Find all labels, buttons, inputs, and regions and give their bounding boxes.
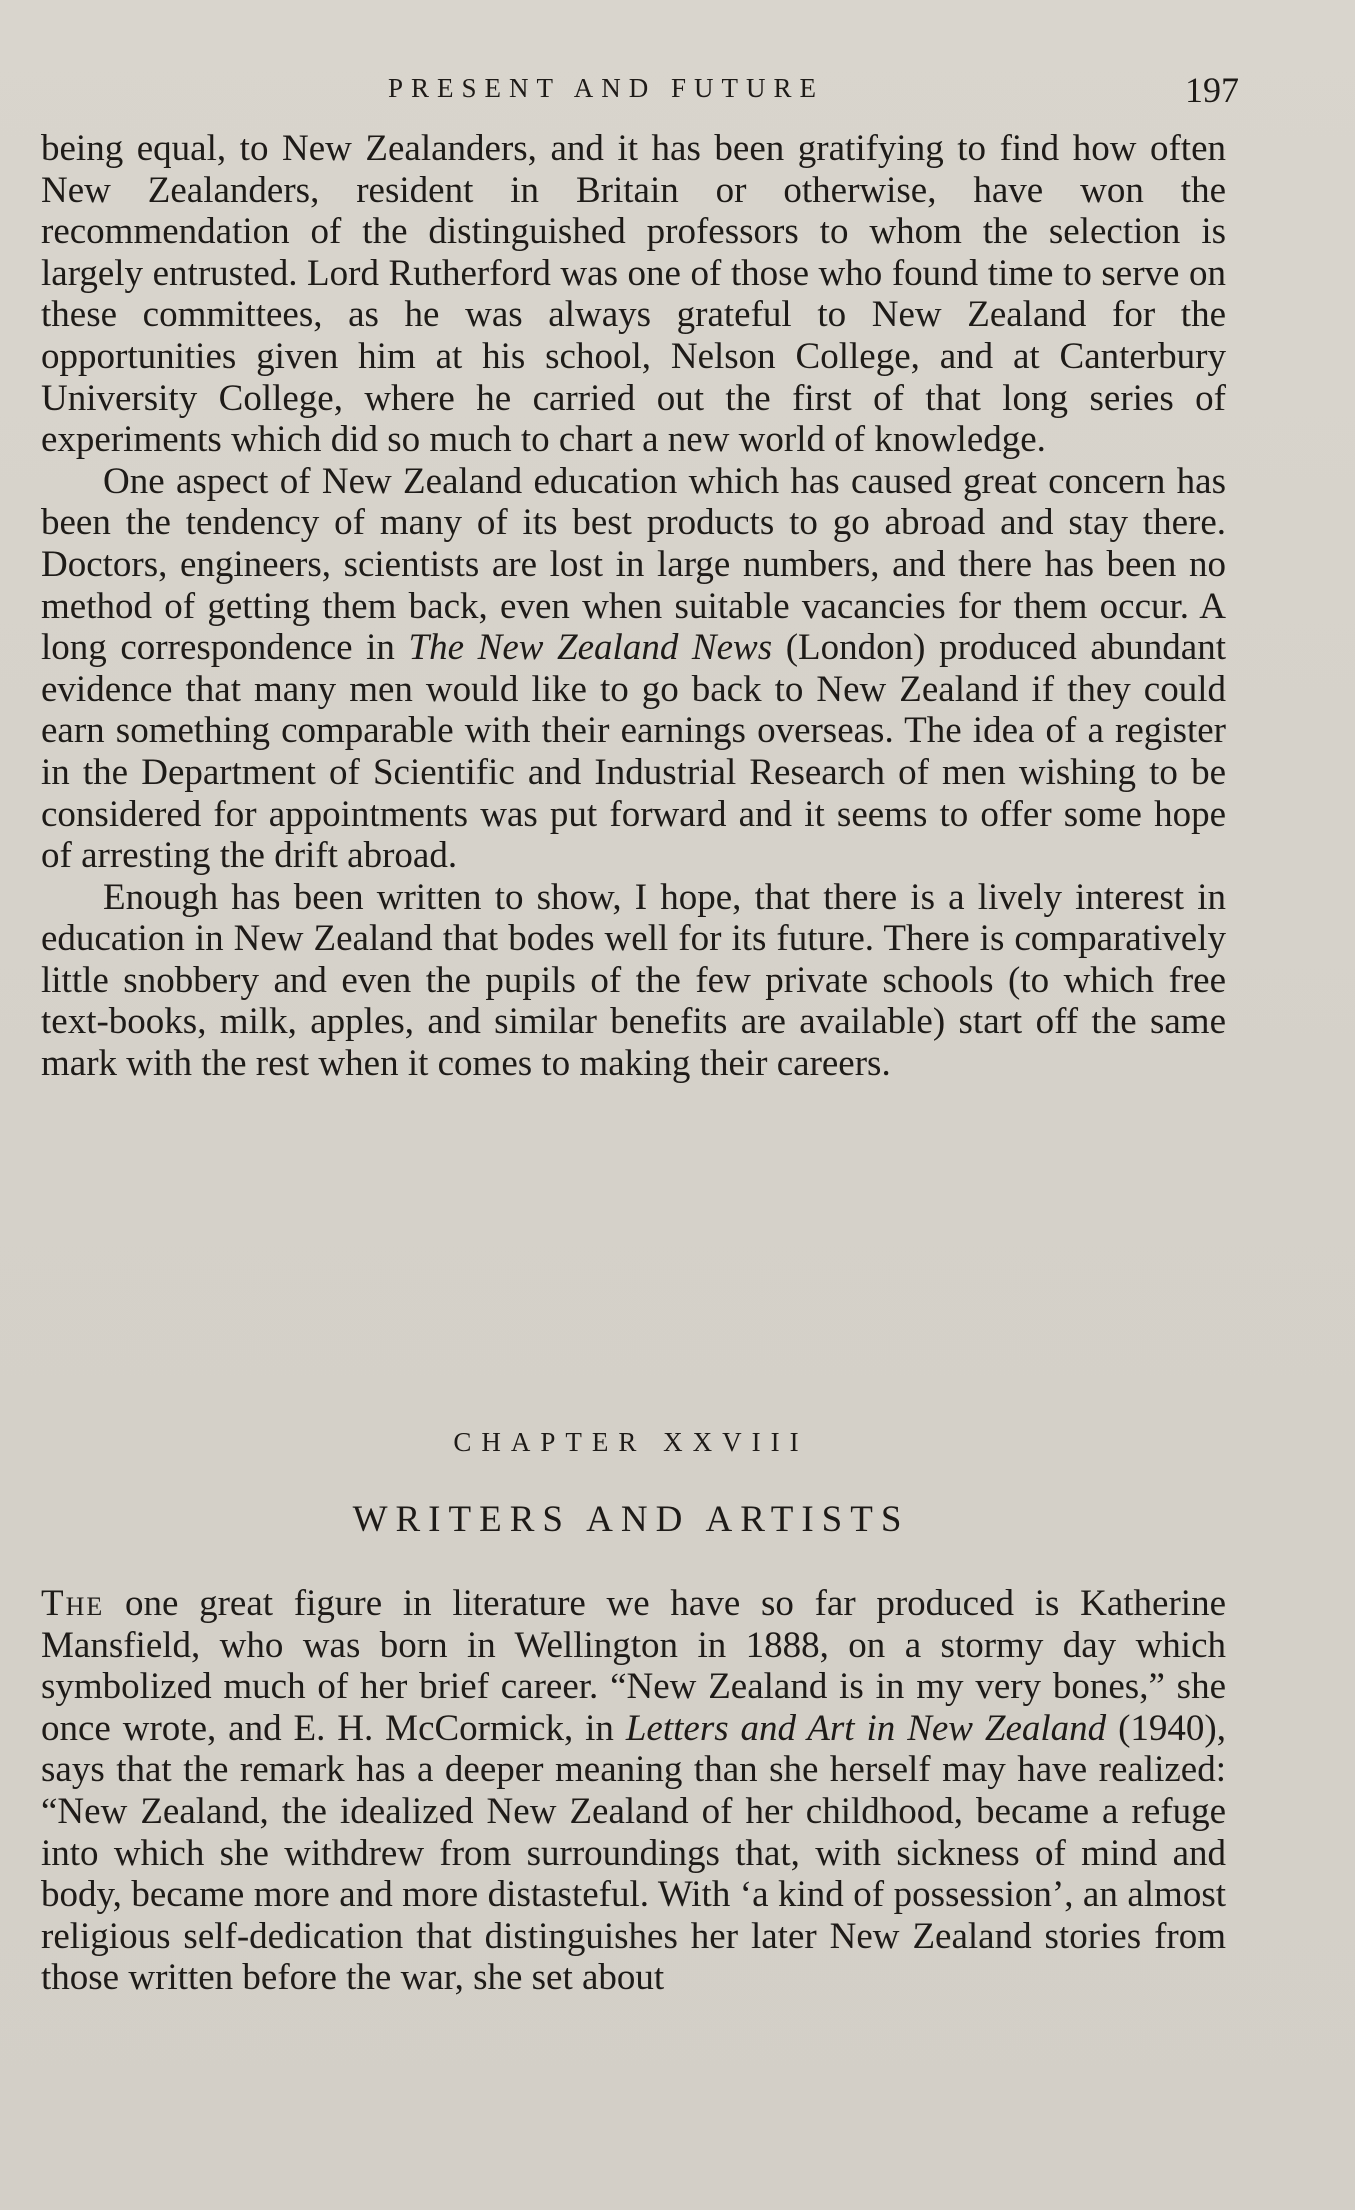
paragraph-mansfield-start: one great figure in literature we have so far produced is Katherine Mansfield, who was born in Wellington in 1888, on a stormy day which symbolized much of her brief career. “New Zealand is in my very bones,” she once wrote, and E. H. McCormick, in	[41, 1583, 1226, 1749]
chapter-number: CHAPTER XXVIII	[453, 1427, 809, 1457]
book-title: Letters and Art in New Zealand	[625, 1707, 1107, 1749]
running-title: PRESENT AND FUTURE	[388, 73, 825, 103]
page-number: 197	[1185, 70, 1239, 110]
opening-word: The	[41, 1583, 105, 1624]
paragraph-rutherford: being equal, to New Zealanders, and it has been gratifying to find how often New Zealanders, resident in Britain or otherwise, have won the recommendation of the distinguished professors to whom the selection is largely entrusted. Lord Rutherford was one of those who found time to serve on these committees, as he was always grateful to New Zealand for the opportunities given him at his school, Nelson College, and at Canterbury University College, where he carried out the first of that long series of experiments which did so much to chart a new world of knowledge.	[41, 128, 1226, 461]
paragraph-mansfield-end: (1940), says that the remark has a deeper meaning than she herself may have realized: “New Zealand, the idealized New Zealand of her childhood, became a refuge into which she withdrew from surroundings that, with sickness of mind and body, became more and more distasteful. With ‘a kind of possession’, an almost religious self-dedication that distinguishes her later New Zealand stories from those written before the war, she set about	[41, 1707, 1226, 1999]
paragraph-emigration-end: (London) produced abundant evidence that many men would like to go back to New Zealand if they could earn something comparable with their earnings overseas. The idea of a register in the Department of Scientific and Industrial Research of men wishing to be considered for appointments was put forward and it seems to offer some hope of arresting the drift abroad.	[41, 627, 1226, 877]
section-writers-text	[41, 1583, 1226, 1999]
paragraph-emigration	[41, 461, 1226, 877]
paragraph-emigration-start: One aspect of New Zealand education which has caused great concern has been the tendency of many of its best products to go abroad and stay there. Doctors, engineers, scientists are lost in large numbers, and there has been no method of getting them back, even when suitable vacancies for them occur. A long correspondence in	[41, 460, 1226, 669]
section-education-text	[41, 128, 1226, 1085]
running-head	[0, 70, 1355, 110]
chapter-title: WRITERS AND ARTISTS	[352, 1499, 910, 1540]
paragraph-mansfield	[41, 1583, 1226, 1999]
paragraph-conclusion: Enough has been written to show, I hope, that there is a lively interest in education in New Zealand that bodes well for its future. There is comparatively little snobbery and even the pupils of the few private schools (to which free text-books, milk, apples, and similar benefits are available) start off the same mark with the rest when it comes to making their careers.	[41, 876, 1226, 1085]
newspaper-title: The New Zealand News	[408, 627, 773, 669]
